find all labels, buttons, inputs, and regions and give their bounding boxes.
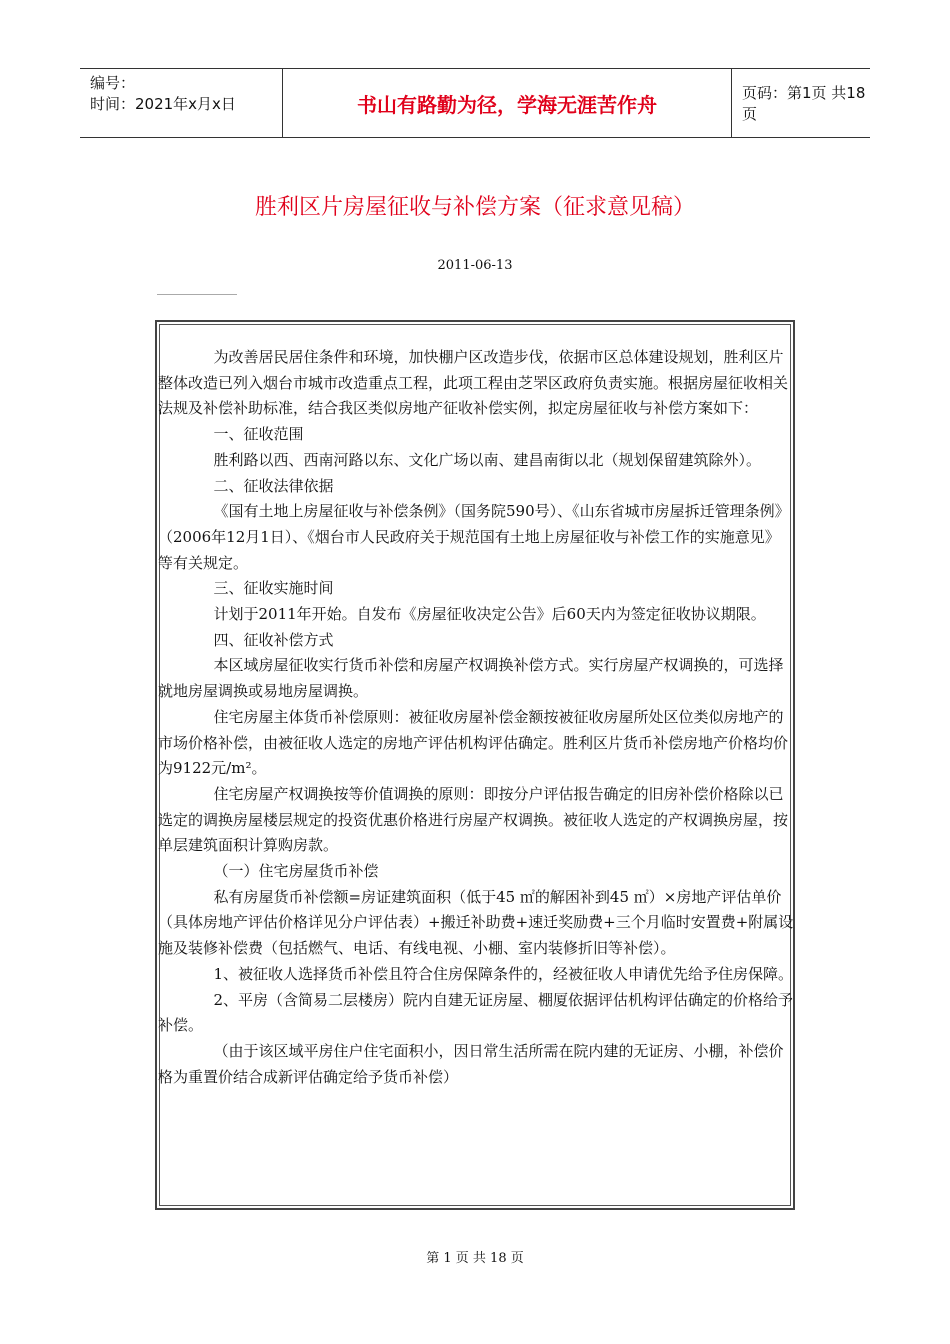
paragraph: 私有房屋货币补偿额=房证建筑面积（低于45 ㎡的解困补到45 ㎡）×房地产评估单价（具体房地产评估价格详见分户评估表）+搬迁补助费+速迁奖励费+三个月临时安置费+附属设施及装修补偿费（包括燃气、电话、有线电视、小棚、室内装修折旧等补偿）。	[158, 887, 794, 958]
paragraph: 《国有土地上房屋征收与补偿条例》（国务院590号）、《山东省城市房屋拆迁管理条例》（2006年12月1日）、《烟台市人民政府关于规范国有土地上房屋征收与补偿工作的实施意见》等有关规定。	[158, 502, 790, 572]
header-motto: 书山有路勤为径，学海无涯苦作舟	[282, 69, 732, 137]
document-date: 2011-06-13	[437, 258, 513, 273]
header-meta	[80, 69, 282, 137]
paragraph: （由于该区域平房住户住宅面积小，因日常生活所需在院内建的无证房、小棚，补偿价格为重置价结合成新评估确定给予货币补偿）	[158, 1041, 784, 1086]
section-heading: 一、征收范围	[213, 425, 304, 444]
paragraph: 1、被征收人选择货币补偿且符合住房保障条件的，经被征收人申请优先给予住房保障。	[213, 964, 794, 983]
paragraph: 本区域房屋征收实行货币补偿和房屋产权调换补偿方式。实行房屋产权调换的，可选择就地房屋调换或易地房屋调换。	[158, 656, 784, 701]
document-body	[158, 345, 794, 1205]
section-heading: 三、征收实施时间	[213, 579, 334, 598]
paragraph: 计划于2011年开始。自发布《房屋征收决定公告》后60天内为签定征收协议期限。	[213, 605, 766, 624]
time-label: 时间：2021年x月x日	[90, 95, 236, 113]
paragraph: 2、平房（含简易二层楼房）院内自建无证房屋、棚厦依据评估机构评估确定的价格给予补偿。	[158, 990, 794, 1035]
paragraph: 为改善居民居住条件和环境，加快棚户区改造步伐，依据市区总体建设规划，胜利区片整体改造已列入烟台市城市改造重点工程，此项工程由芝罘区政府负责实施。根据房屋征收相关法规及补偿补助标准，结合我区类似房地产征收补偿实例，拟定房屋征收与补偿方案如下：	[158, 348, 789, 418]
header-page-code: 页码：第1页 共18页	[742, 84, 866, 123]
paragraph: 住宅房屋产权调换按等价值调换的原则：即按分户评估报告确定的旧房补偿价格除以已选定的调换房屋楼层规定的投资优惠价格进行房屋产权调换。被征收人选定的产权调换房屋，按单层建筑面积计算购房款。	[158, 784, 789, 855]
section-heading: 四、征收补偿方式	[213, 630, 334, 649]
paragraph: 住宅房屋主体货币补偿原则：被征收房屋补偿金额按被征收房屋所处区位类似房地产的市场价格补偿，由被征收人选定的房地产评估机构评估确定。胜利区片货币补偿房地产价格均价为9122元/m²。	[158, 707, 789, 778]
number-label: 编号：	[90, 74, 136, 92]
divider	[157, 294, 237, 295]
section-heading: 二、征收法律依据	[213, 476, 334, 495]
subsection-heading: （一）住宅房屋货币补偿	[213, 862, 379, 881]
page-footer: 第 1 页 共 18 页	[426, 1251, 524, 1266]
page-header	[80, 68, 870, 138]
paragraph: 胜利路以西、西南河路以东、文化广场以南、建昌南街以北（规划保留建筑除外）。	[213, 450, 762, 469]
document-title: 胜利区片房屋征收与补偿方案（征求意见稿）	[254, 195, 695, 220]
